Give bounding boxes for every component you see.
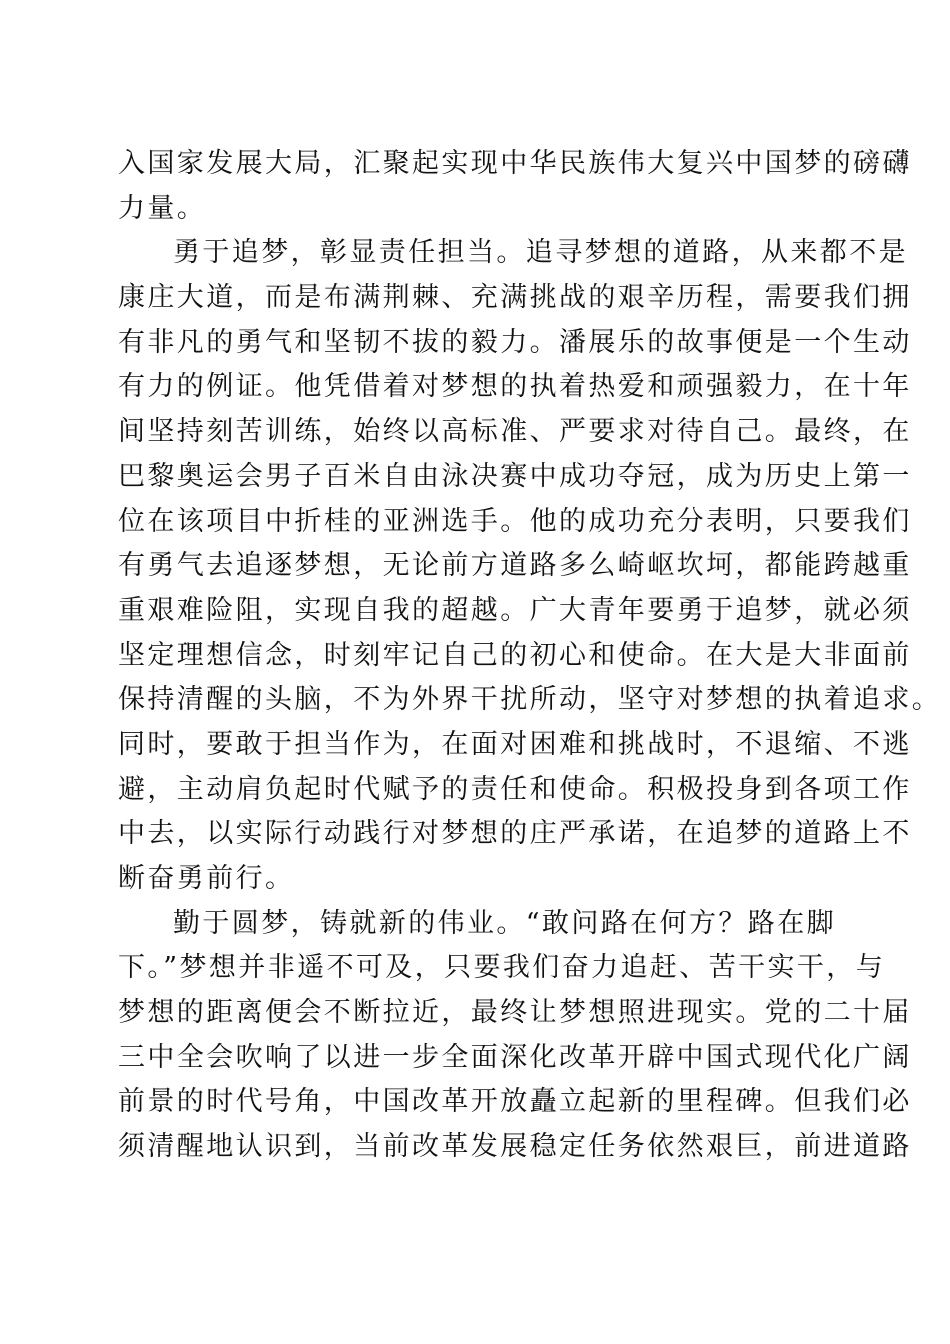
text-line: 重艰难险阻，实现自我的超越。广大青年要勇于追梦，就必须: [118, 594, 912, 626]
text-line: 避，主动肩负起时代赋予的责任和使命。积极投身到各项工作: [118, 773, 912, 805]
paragraph-start-line: 勤于圆梦，铸就新的伟业。“敢问路在何方？路在脚: [173, 907, 837, 939]
text-line: 力量。: [118, 192, 207, 224]
text-line: 梦想的距离便会不断拉近，最终让梦想照进现实。党的二十届: [118, 997, 912, 1029]
text-line: 间坚持刻苦训练，始终以高标准、严要求对待自己。最终，在: [118, 416, 912, 448]
text-line: 前景的时代号角，中国改革开放矗立起新的里程碑。但我们必: [118, 1086, 912, 1118]
text-line: 巴黎奥运会男子百米自由泳决赛中成功夺冠，成为历史上第一: [118, 460, 912, 492]
text-line: 坚定理想信念，时刻牢记自己的初心和使命。在大是大非面前: [118, 639, 912, 671]
text-line: 断奋勇前行。: [118, 863, 295, 894]
text-line: 同时，要敢于担当作为，在面对困难和挑战时，不退缩、不逃: [118, 728, 912, 760]
text-line: 有勇气去追逐梦想，无论前方道路多么崎岖坎坷，都能跨越重: [118, 550, 912, 582]
text-line: 须清醒地认识到，当前改革发展稳定任务依然艰巨，前进道路: [118, 1131, 912, 1163]
text-line: 位在该项目中折桂的亚洲选手。他的成功充分表明，只要我们: [118, 505, 912, 537]
body-text: [118, 142, 942, 1170]
text-line: 三中全会吹响了以进一步全面深化改革开辟中国式现代化广阔: [118, 1041, 912, 1073]
text-line: 中去，以实际行动践行对梦想的庄严承诺，在追梦的道路上不: [118, 818, 912, 850]
text-line: 入国家发展大局，汇聚起实现中华民族伟大复兴中国梦的磅礴: [118, 148, 912, 179]
text-line: 康庄大道，而是布满荆棘、充满挑战的艰辛历程，需要我们拥: [118, 282, 912, 314]
text-line: 下。”梦想并非遥不可及，只要我们奋力追赶、苦干实干，与: [118, 952, 886, 984]
paragraph-start-line: 勇于追梦，彰显责任担当。追寻梦想的道路，从来都不是: [173, 237, 908, 269]
text-line: 有力的例证。他凭借着对梦想的执着热爱和顽强毅力，在十年: [118, 371, 912, 403]
text-line: 有非凡的勇气和坚韧不拔的毅力。潘展乐的故事便是一个生动: [118, 326, 912, 358]
text-line: 保持清醒的头脑，不为外界干扰所动，坚守对梦想的执着追求。: [118, 684, 942, 716]
